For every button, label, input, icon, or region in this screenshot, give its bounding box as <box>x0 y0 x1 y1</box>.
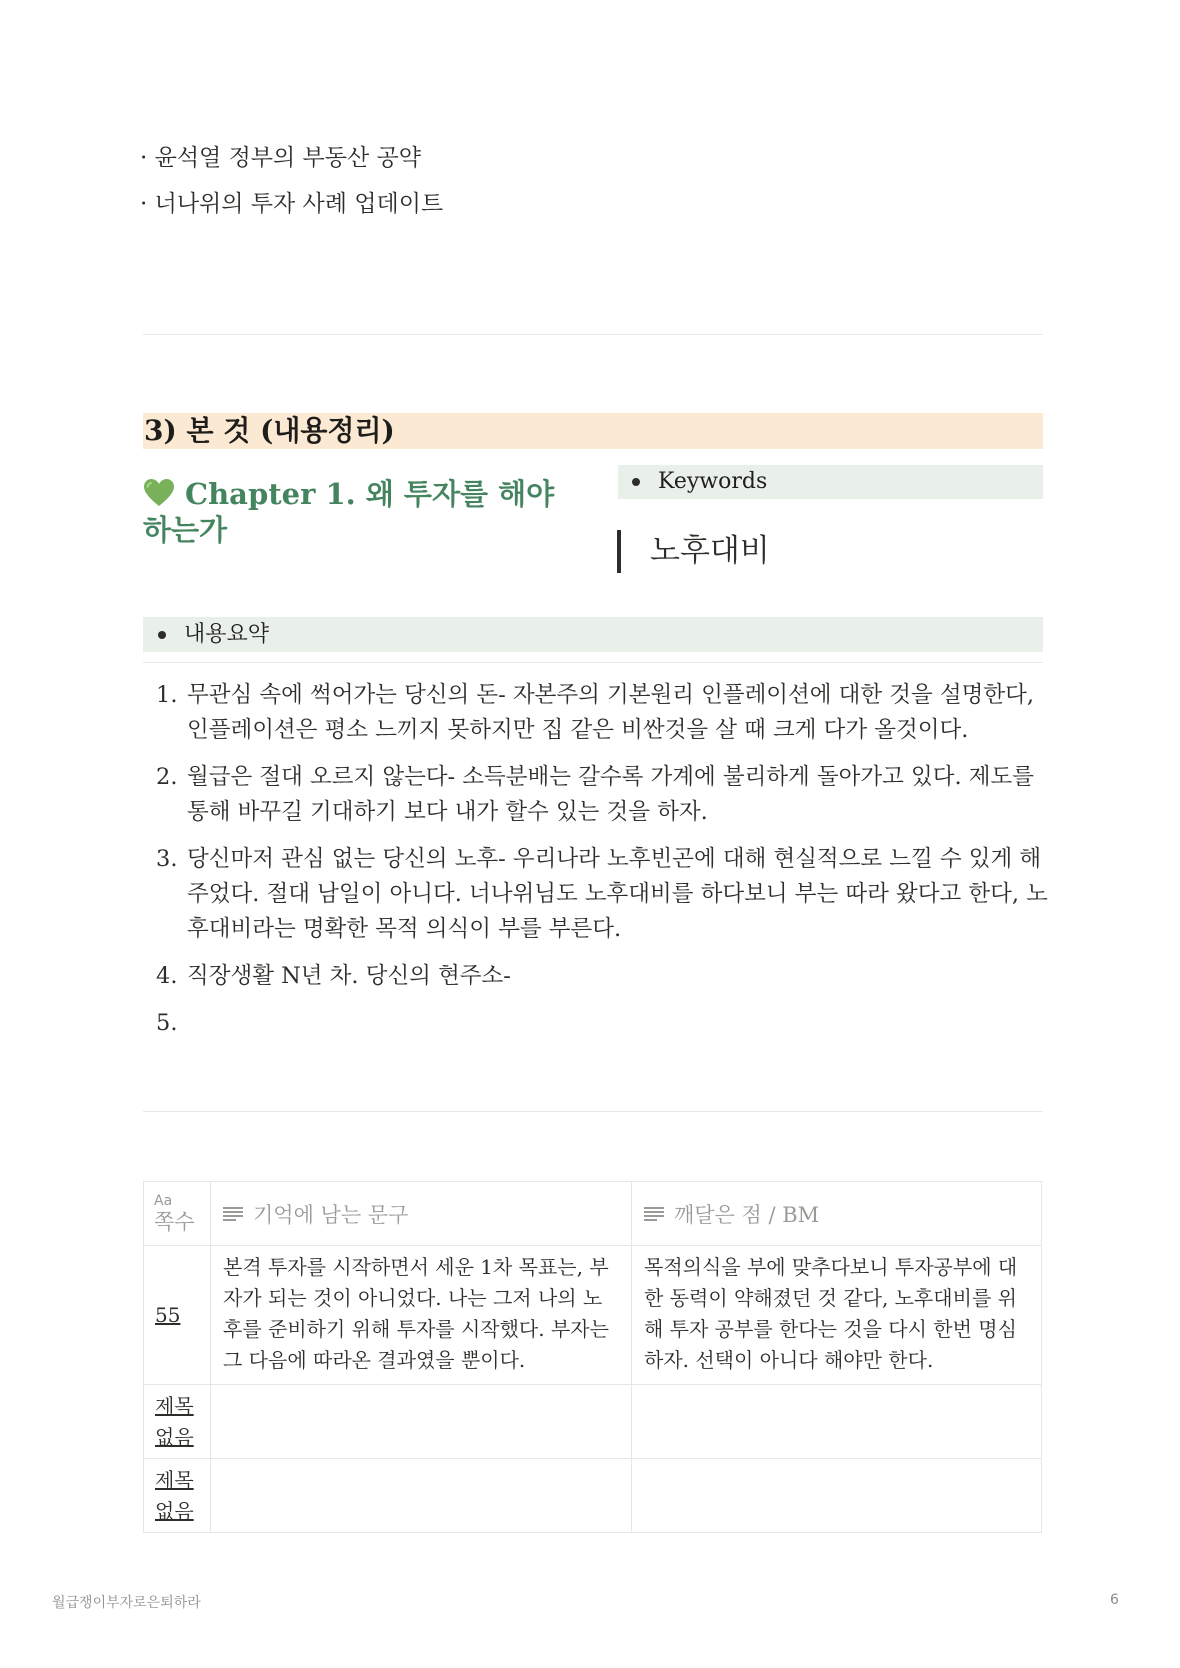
green-heart-icon <box>143 478 175 508</box>
cell-quote <box>211 1459 632 1533</box>
cell-quote <box>211 1246 632 1385</box>
text-lines-icon <box>644 1207 664 1221</box>
list-number: 2. <box>156 764 178 790</box>
column-header-page-label: 쪽수 <box>154 1209 195 1234</box>
footer-page-number: 6 <box>1110 1592 1119 1608</box>
column-header-insight-label: 깨달은 점 / BM <box>674 1202 820 1227</box>
keyword-quote: 노후대비 <box>650 533 770 569</box>
keywords-label: Keywords <box>658 469 768 494</box>
page-link[interactable]: 제목 없음 <box>155 1393 194 1449</box>
divider-bottom <box>143 1111 1043 1112</box>
quote-text <box>211 1459 631 1473</box>
keywords-toggle[interactable] <box>632 465 767 499</box>
column-header-quote[interactable] <box>211 1182 632 1246</box>
column-header-insight[interactable] <box>632 1182 1042 1246</box>
list-number: 1. <box>156 682 178 708</box>
list-item-text: 월급은 절대 오르지 않는다- 소득분배는 갈수록 가계에 불리하게 돌아가고 있다. 제도를 통해 바꾸길 기대하기 보다 내가 할수 있는 것을 하자. <box>187 764 1035 825</box>
list-item-text: 직장생활 N년 차. 당신의 현주소- <box>187 963 511 989</box>
bullet-item-1: · 윤석열 정부의 부동산 공약 <box>140 145 421 171</box>
bullet-item-2: · 너나위의 투자 사례 업데이트 <box>140 191 444 217</box>
table-row <box>144 1459 1042 1533</box>
cell-page <box>144 1246 211 1385</box>
list-item <box>143 1006 1048 1041</box>
page-link[interactable]: 55 <box>155 1302 181 1327</box>
cell-quote <box>211 1385 632 1459</box>
chapter-title-text: Chapter 1. 왜 투자를 해야하는가 <box>143 477 555 547</box>
summary-toggle-band[interactable] <box>143 617 1043 652</box>
quote-bar <box>617 530 621 573</box>
text-lines-icon <box>223 1207 243 1221</box>
list-item-text: 당신마저 관심 없는 당신의 노후- 우리나라 노후빈곤에 대해 현실적으로 느낄 수 있게 해주었다. 절대 남일이 아니다. 너나위님도 노후대비를 하다보니 부는 따라 왔다고 한다, 노후대비라는 명확한 목적 의식이 부를 부른다. <box>187 846 1048 942</box>
chapter-title <box>143 476 563 548</box>
list-item-text: 무관심 속에 썩어가는 당신의 돈- 자본주의 기본원리 인플레이션에 대한 것을 설명한다,인플레이션은 평소 느끼지 못하지만 집 같은 비싼것을 살 때 크게 다가 올것이다. <box>187 682 1035 743</box>
insight-text <box>632 1459 1041 1473</box>
summary-toggle[interactable] <box>158 617 269 652</box>
list-item <box>143 678 1048 748</box>
summary-list <box>143 678 1048 1053</box>
title-property-icon: Aa <box>154 1192 173 1209</box>
bullet-dot-icon <box>158 631 166 639</box>
list-item <box>143 959 1048 994</box>
cell-page <box>144 1459 211 1533</box>
table-row <box>144 1246 1042 1385</box>
insight-text <box>632 1385 1041 1399</box>
list-number: 3. <box>156 846 178 872</box>
table-row <box>144 1385 1042 1459</box>
list-number: 5. <box>156 1010 178 1036</box>
insight-text: 목적의식을 부에 맞추다보니 투자공부에 대한 동력이 약해졌던 것 같다, 노후대비를 위해 투자 공부를 한다는 것을 다시 한번 명심하자. 선택이 아니다 해야만 한다. <box>644 1255 1018 1372</box>
column-header-page[interactable] <box>144 1182 211 1246</box>
table-header-row <box>144 1182 1042 1246</box>
cell-insight <box>632 1385 1042 1459</box>
notes-table <box>143 1181 1042 1533</box>
list-item <box>143 842 1048 947</box>
quote-text: 본격 투자를 시작하면서 세운 1차 목표는, 부자가 되는 것이 아니었다. 나는 그저 나의 노후를 준비하기 위해 투자를 시작했다. 부자는 그 다음에 따라온 결과였을 뿐이다. <box>223 1255 609 1372</box>
list-item <box>143 760 1048 830</box>
bullet-dot-icon <box>632 478 640 486</box>
footer-title: 월급쟁이부자로은퇴하라 <box>52 1595 201 1611</box>
section-heading: 3) 본 것 (내용정리) <box>144 414 395 447</box>
divider-summary <box>143 662 1043 663</box>
summary-label: 내용요약 <box>184 622 270 647</box>
cell-page <box>144 1385 211 1459</box>
list-number: 4. <box>156 963 178 989</box>
divider-top <box>143 334 1043 335</box>
quote-text <box>211 1385 631 1399</box>
column-header-quote-label: 기억에 남는 문구 <box>253 1202 409 1227</box>
cell-insight <box>632 1459 1042 1533</box>
page-link[interactable]: 제목 없음 <box>155 1467 194 1523</box>
cell-insight <box>632 1246 1042 1385</box>
